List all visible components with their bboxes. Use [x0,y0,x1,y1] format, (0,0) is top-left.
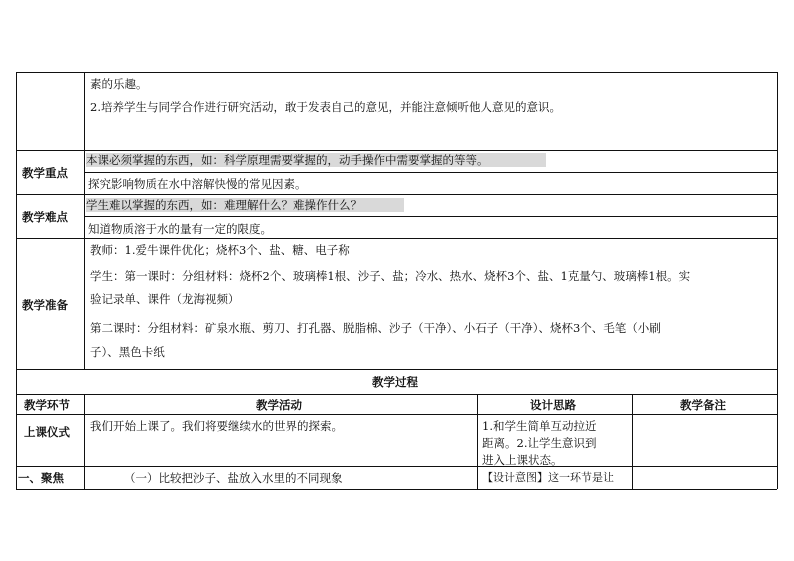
difficulties-label: 教学难点 [22,210,68,224]
design-cell-line: 进入上课状态。 [482,453,563,467]
preparation-student: 学生：第一课时：分组材料：烧杯2个、玻璃棒1根、沙子、盐；冷水、热水、烧杯3个、盐、1克量勺、玻璃棒1根。实 [90,269,691,283]
column-divider [632,394,633,489]
preparation-second-lesson: 子）、黑色卡纸 [90,345,165,359]
goal-text-line: 素的乐趣。 [90,77,148,91]
column-divider [477,394,478,489]
table-bottom-border [16,489,777,490]
table-top-border [16,72,777,73]
preparation-student: 验记录单、课件（龙海视频） [90,292,240,306]
key-points-guide: 本课必须掌握的东西，如：科学原理需要掌握的，动手操作中需要掌握的等等。 [86,153,546,167]
design-cell-line: 【设计意图】这一环节是让 [482,471,614,484]
row-divider [16,150,777,151]
row-divider [16,238,777,239]
difficulties-content: 知道物质溶于水的量有一定的限度。 [88,222,272,236]
row-divider [84,172,777,173]
stage-cell: 上课仪式 [24,425,70,439]
row-divider [16,194,777,195]
goal-text-line: 2.培养学生与同学合作进行研究活动，敢于发表自己的意见，并能注意倾听他人意见的意识。 [90,100,561,114]
activity-cell: （一）比较把沙子、盐放入水里的不同现象 [124,471,343,485]
row-divider [84,216,777,217]
preparation-label: 教学准备 [22,298,68,312]
design-cell-line: 1.和学生简单互动拉近 [482,419,597,433]
header-stage: 教学环节 [24,398,70,412]
process-title: 教学过程 [372,375,418,389]
header-notes: 教学备注 [680,398,726,412]
preparation-second-lesson: 第二课时：分组材料：矿泉水瓶、剪刀、打孔器、脱脂棉、沙子（干净）、小石子（干净）、烧杯3个、毛笔（小刷 [90,321,661,335]
row-divider [16,394,777,395]
key-points-content: 探究影响物质在水中溶解快慢的常见因素。 [88,177,307,191]
row-divider [16,414,777,415]
preparation-teacher: 教师：1.爱牛课件优化；烧杯3个、盐、糖、电子称 [90,243,350,257]
table-right-border [777,72,778,489]
column-divider [84,394,85,489]
label-column-divider [84,72,85,369]
key-points-label: 教学重点 [22,166,68,180]
table-left-border [16,72,17,489]
design-cell-line: 距离。2.让学生意识到 [482,436,597,450]
stage-cell: 一、聚焦 [18,471,64,485]
header-design: 设计思路 [530,398,576,412]
header-activity: 教学活动 [256,398,302,412]
difficulties-guide: 学生难以掌握的东西，如：难理解什么？难操作什么？ [86,198,404,212]
activity-cell: 我们开始上课了。我们将要继续水的世界的探索。 [90,419,343,433]
row-divider [16,466,777,467]
row-divider [16,369,777,370]
